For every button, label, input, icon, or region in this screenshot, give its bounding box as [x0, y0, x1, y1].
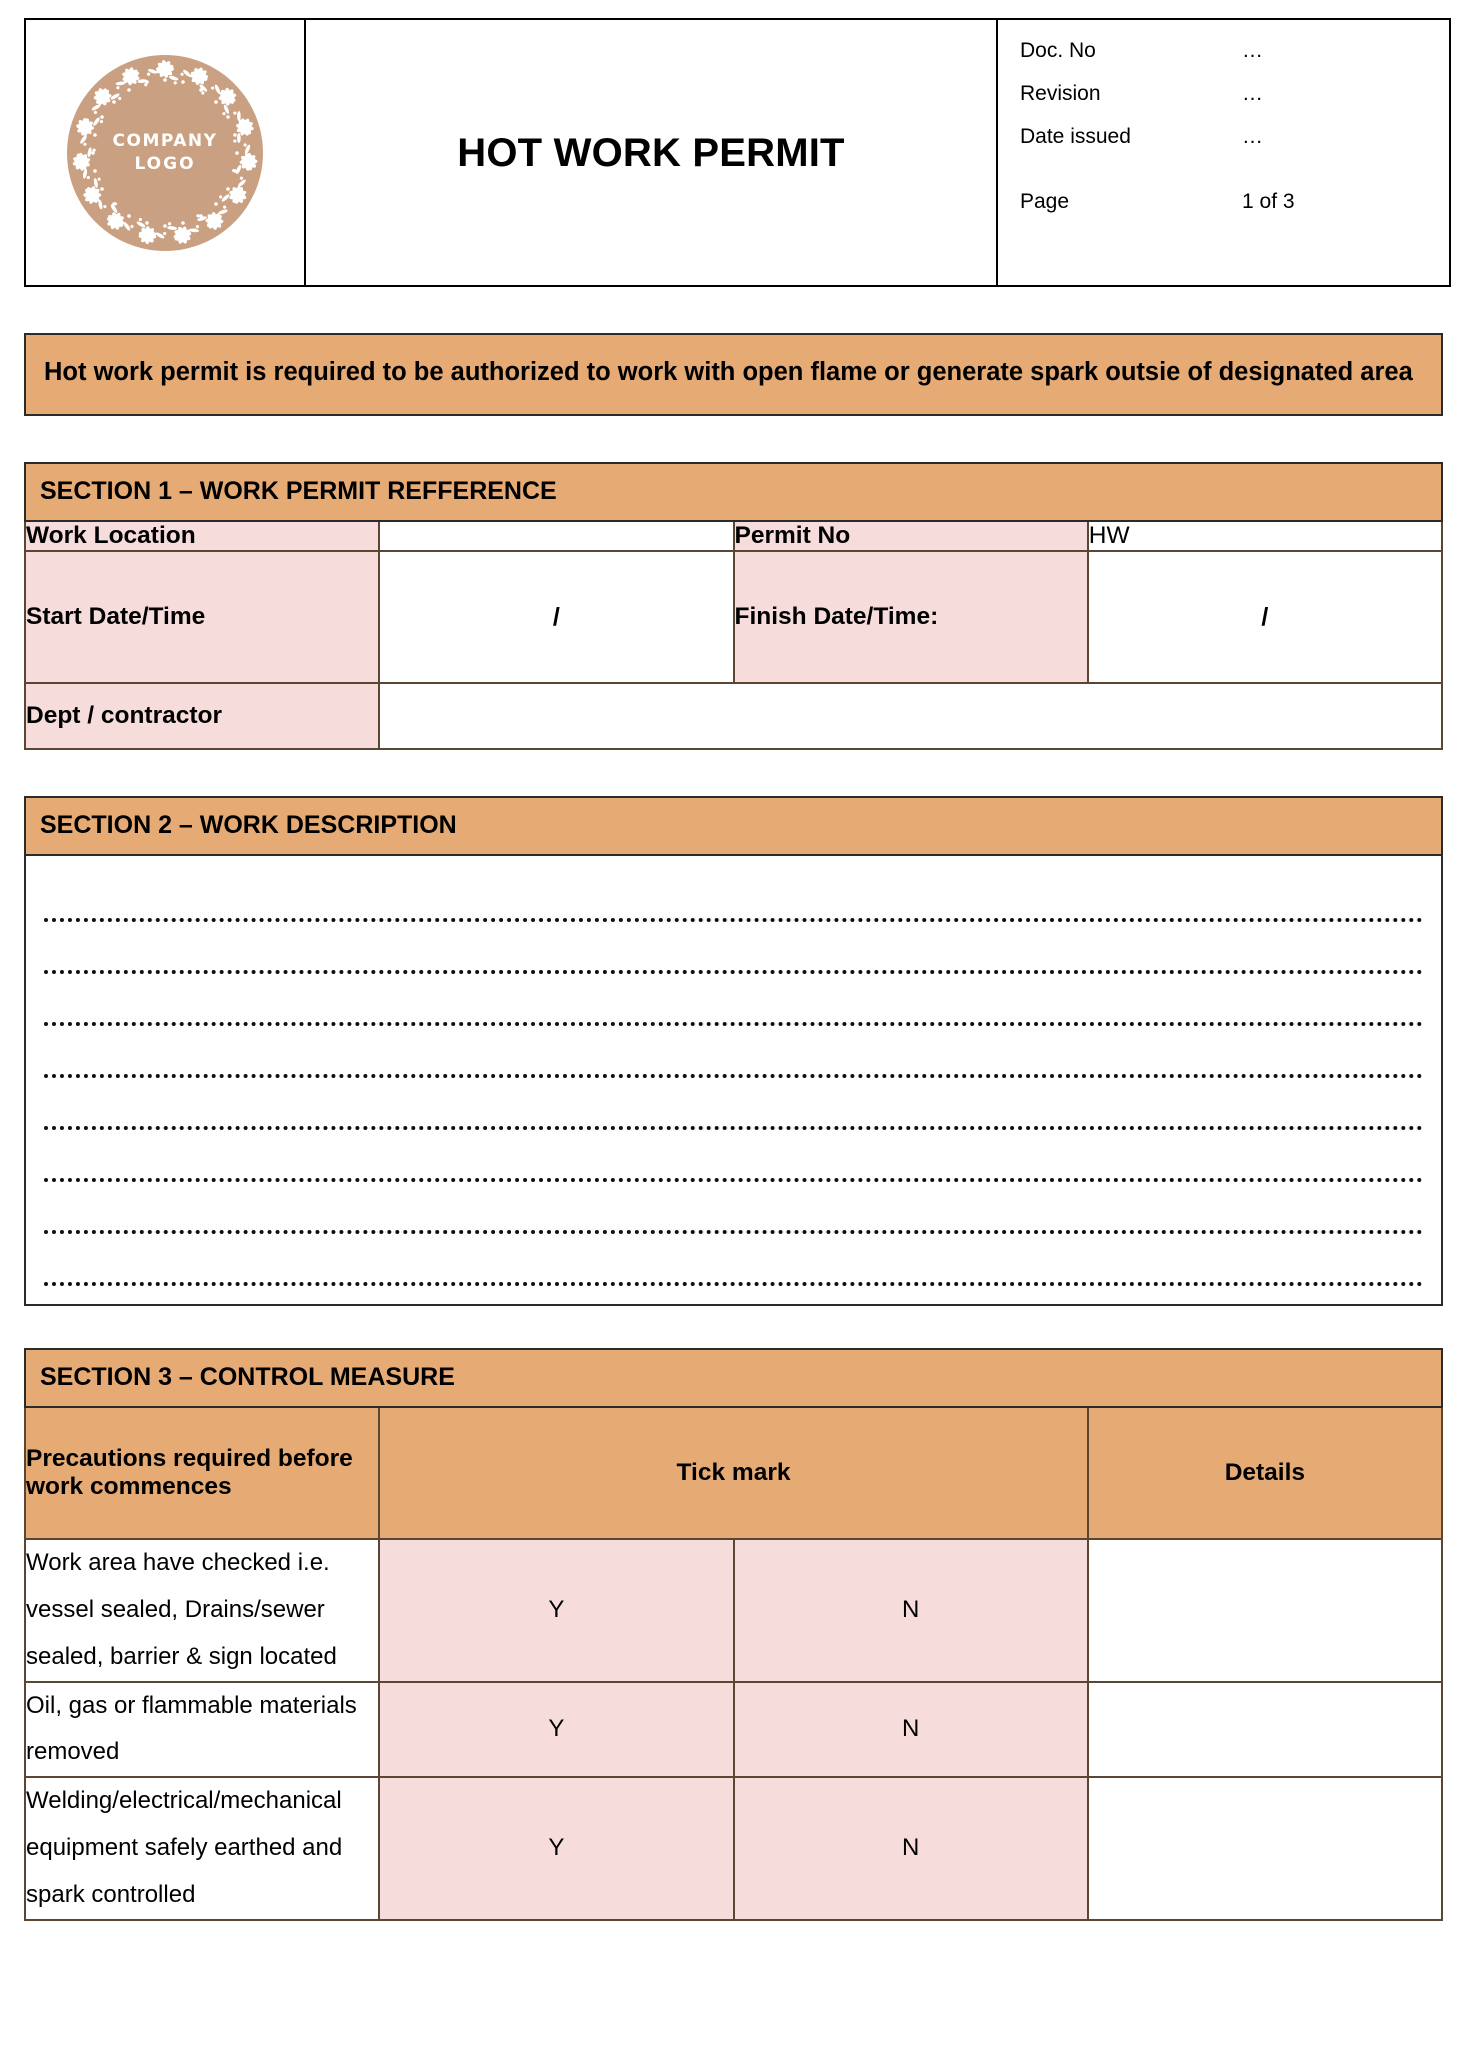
logo-wreath-icon	[65, 53, 265, 253]
description-line[interactable]	[44, 1026, 1423, 1078]
logo-line-1: COMPANY	[112, 130, 218, 151]
section-1-row-location	[25, 521, 1442, 551]
tick-no-cell[interactable]: N	[734, 1777, 1088, 1919]
section-1-row-dept	[25, 683, 1442, 749]
document-meta-cell	[997, 19, 1450, 286]
tick-yes-cell[interactable]: Y	[379, 1777, 733, 1919]
details-cell[interactable]	[1088, 1777, 1442, 1919]
permit-no-label: Permit No	[734, 521, 1088, 551]
work-location-field[interactable]	[379, 521, 733, 551]
meta-label-page: Page	[1020, 190, 1070, 213]
company-logo	[65, 53, 265, 253]
document-header-table	[24, 18, 1451, 287]
section-2-header-row	[25, 797, 1442, 855]
title-cell	[305, 19, 997, 286]
section-2-header-table	[24, 796, 1443, 856]
dept-contractor-label: Dept / contractor	[25, 683, 379, 749]
meta-row-page	[1020, 191, 1449, 212]
page-title: HOT WORK PERMIT	[457, 130, 845, 175]
section-3-column-header-row	[25, 1407, 1442, 1539]
precaution-text: Oil, gas or flammable materials removed	[25, 1682, 379, 1778]
section-3-title: SECTION 3 – CONTROL MEASURE	[25, 1349, 1442, 1407]
start-datetime-field[interactable]: /	[379, 551, 733, 683]
finish-datetime-field[interactable]: /	[1088, 551, 1442, 683]
meta-value-revision: …	[1242, 82, 1263, 105]
meta-label-doc-no: Doc. No	[1020, 39, 1096, 62]
table-row	[25, 1777, 1442, 1919]
permit-no-field[interactable]: HW	[1088, 521, 1442, 551]
logo-line-2: LOGO	[134, 153, 196, 174]
description-line[interactable]	[44, 1130, 1423, 1182]
description-line[interactable]	[44, 922, 1423, 974]
section-1-row-dates	[25, 551, 1442, 683]
section-1-title: SECTION 1 – WORK PERMIT REFFERENCE	[25, 463, 1442, 521]
description-line[interactable]	[44, 870, 1423, 922]
details-cell[interactable]	[1088, 1682, 1442, 1778]
tick-no-cell[interactable]: N	[734, 1682, 1088, 1778]
meta-row-revision	[1020, 83, 1449, 104]
meta-value-page: 1 of 3	[1242, 190, 1295, 213]
column-header-precautions: Precautions required before work commences	[25, 1407, 379, 1539]
document-meta-list	[998, 20, 1449, 285]
description-line[interactable]	[44, 974, 1423, 1026]
details-cell[interactable]	[1088, 1539, 1442, 1681]
description-line[interactable]	[44, 1234, 1423, 1286]
column-header-details: Details	[1088, 1407, 1442, 1539]
table-row	[25, 1539, 1442, 1681]
spacer-after-section-2	[24, 1306, 1423, 1348]
meta-label-date-issued: Date issued	[1020, 125, 1131, 148]
tick-no-cell[interactable]: N	[734, 1539, 1088, 1681]
meta-value-date-issued: …	[1242, 125, 1263, 148]
description-line[interactable]	[44, 1182, 1423, 1234]
spacer-after-header	[24, 287, 1423, 333]
section-1-header-row	[25, 463, 1442, 521]
header-row	[25, 19, 1450, 286]
start-datetime-label: Start Date/Time	[25, 551, 379, 683]
tick-yes-cell[interactable]: Y	[379, 1682, 733, 1778]
table-row	[25, 1682, 1442, 1778]
section-3-table	[24, 1348, 1443, 1920]
meta-row-date-issued	[1020, 126, 1449, 147]
logo-cell	[25, 19, 305, 286]
spacer-after-notice	[24, 416, 1423, 462]
section-2-title: SECTION 2 – WORK DESCRIPTION	[25, 797, 1442, 855]
section-3-header-row	[25, 1349, 1442, 1407]
spacer-after-section-1	[24, 750, 1423, 796]
tick-yes-cell[interactable]: Y	[379, 1539, 733, 1681]
work-description-field[interactable]	[24, 856, 1443, 1306]
column-header-tick-mark: Tick mark	[379, 1407, 1088, 1539]
meta-label-revision: Revision	[1020, 82, 1101, 105]
notice-banner: Hot work permit is required to be authorized to work with open flame or generate spark outsie of designated area	[24, 333, 1443, 416]
work-location-label: Work Location	[25, 521, 379, 551]
section-1-table	[24, 462, 1443, 750]
precaution-text: Work area have checked i.e. vessel sealed, Drains/sewer sealed, barrier & sign located	[25, 1539, 379, 1681]
precaution-text: Welding/electrical/mechanical equipment safely earthed and spark controlled	[25, 1777, 379, 1919]
finish-datetime-label: Finish Date/Time:	[734, 551, 1088, 683]
description-line[interactable]	[44, 1078, 1423, 1130]
meta-value-doc-no: …	[1242, 39, 1263, 62]
meta-row-doc-no	[1020, 40, 1449, 61]
dept-contractor-field[interactable]	[379, 683, 1442, 749]
